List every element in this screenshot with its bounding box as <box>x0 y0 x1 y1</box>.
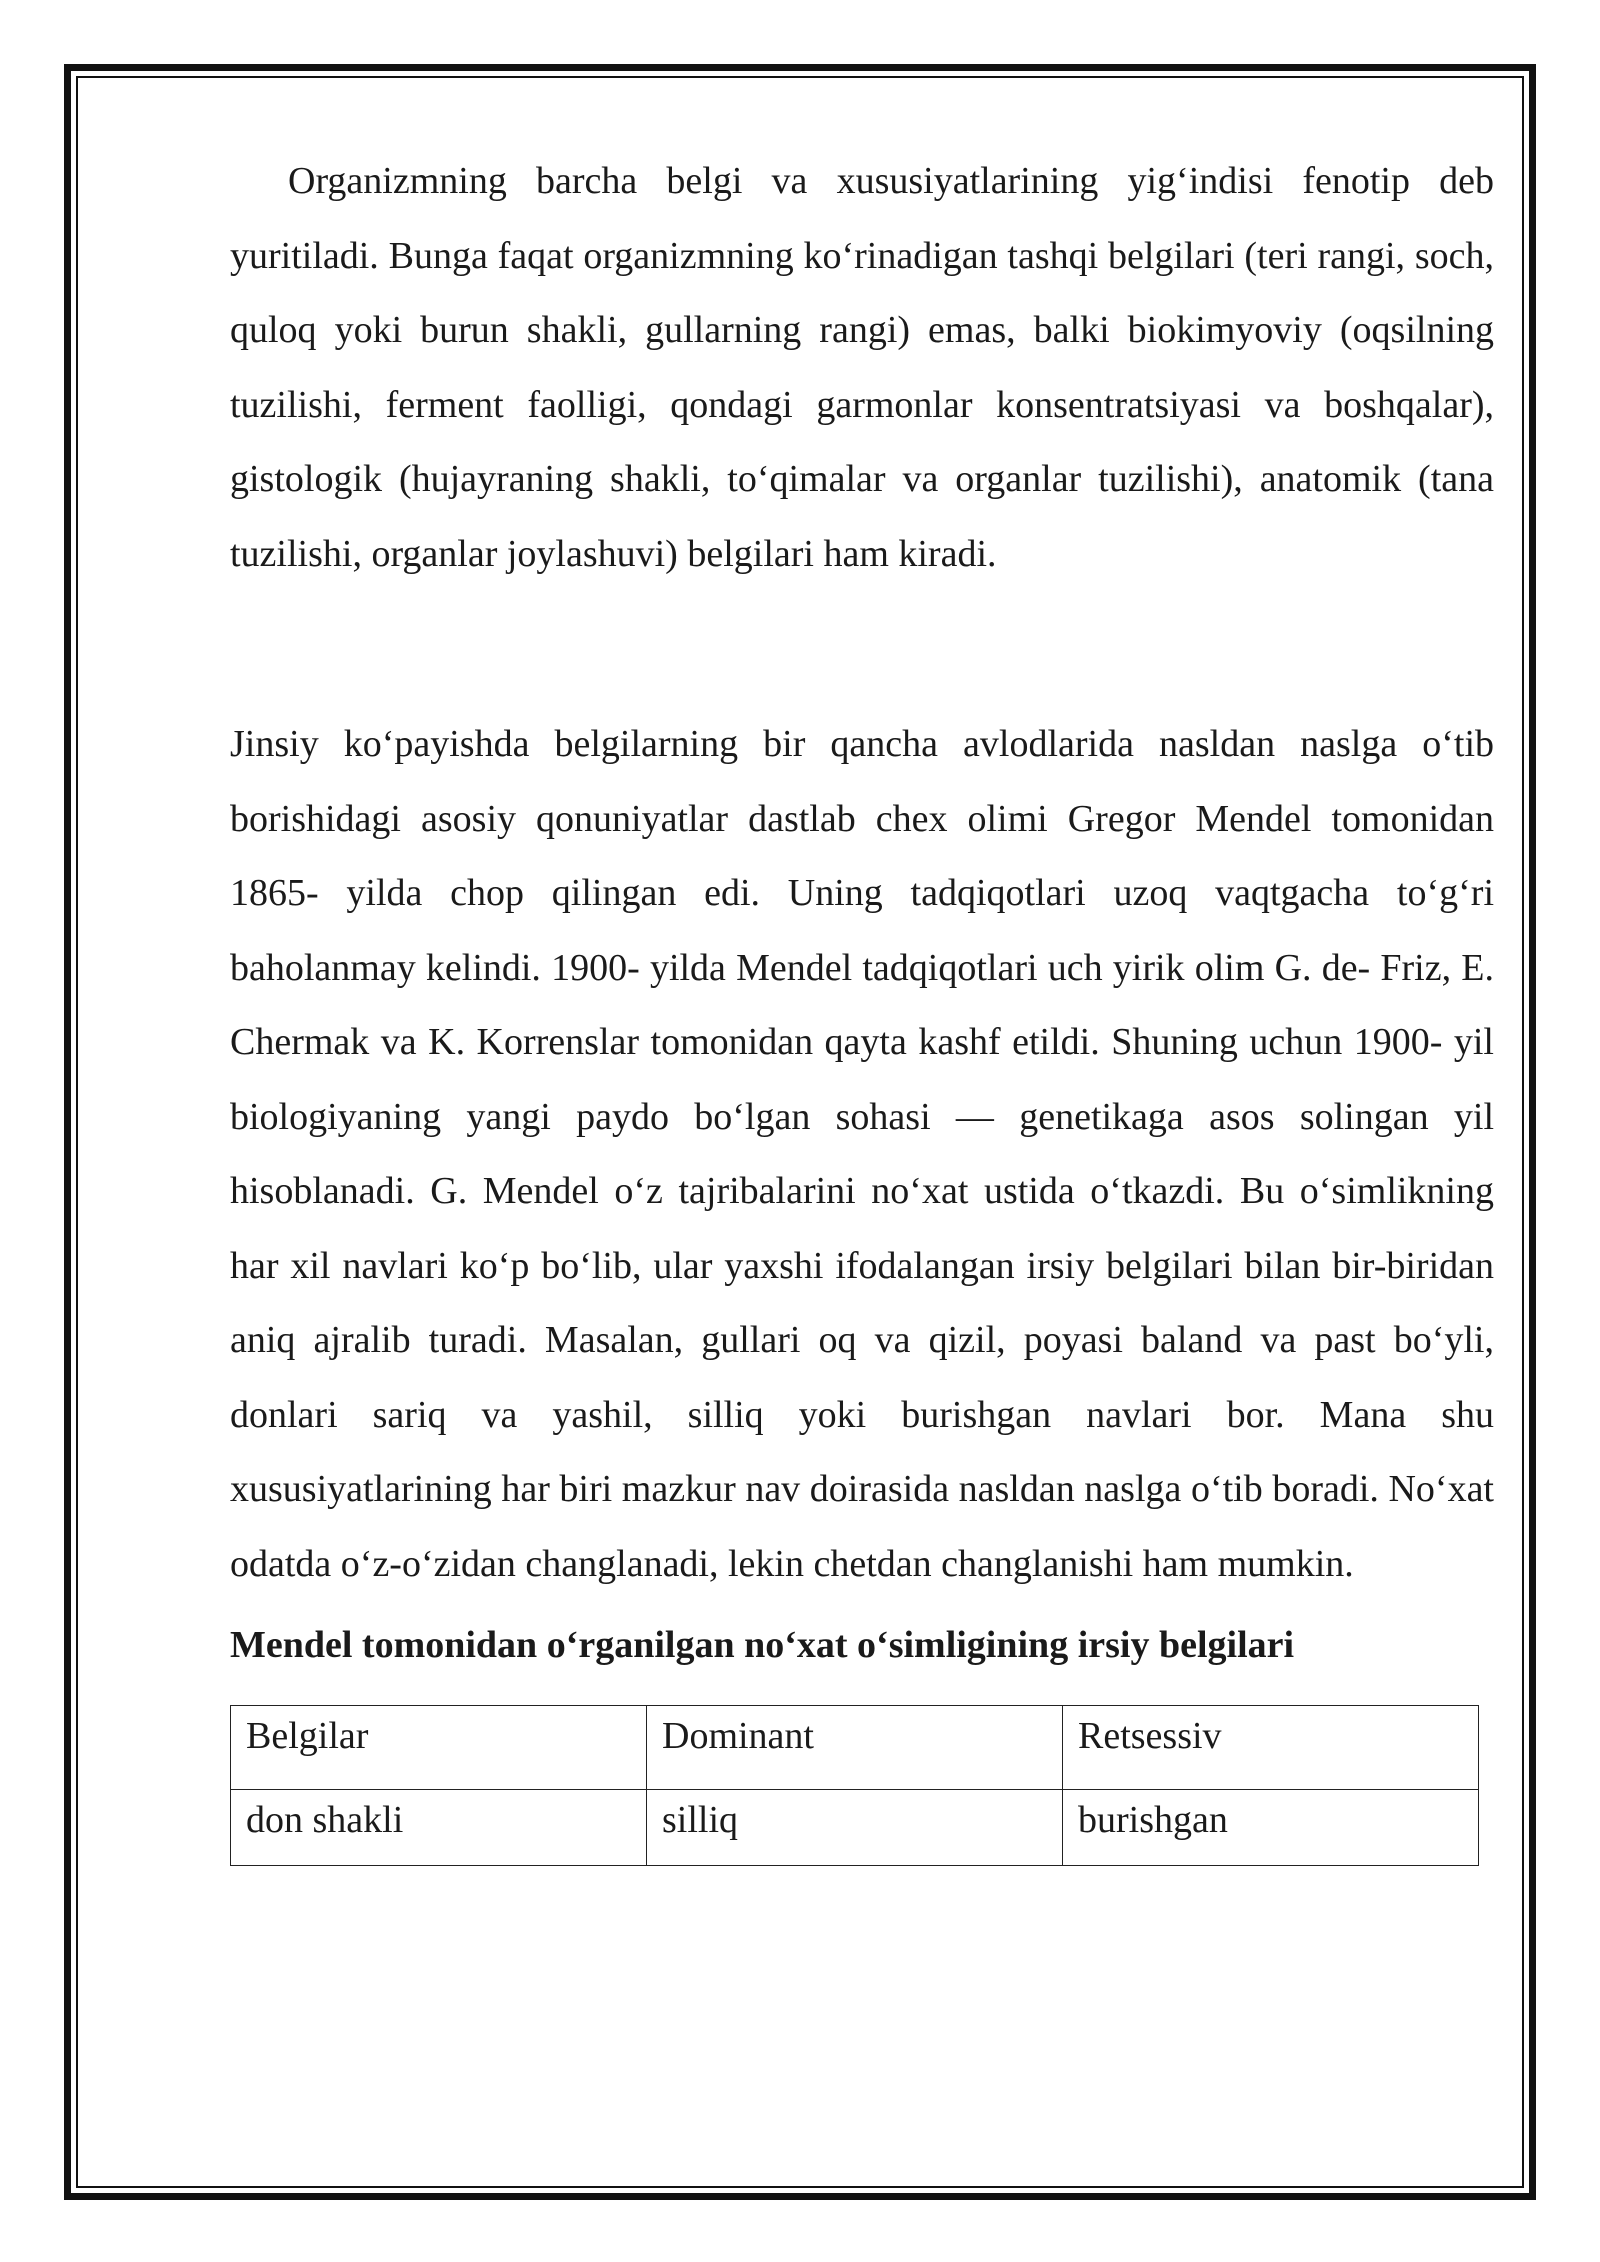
table-cell: burishgan <box>1063 1790 1479 1866</box>
page-content <box>230 144 1494 1866</box>
table-cell: silliq <box>647 1790 1063 1866</box>
paragraph-mendel: Jinsiy ko‘payishda belgilarning bir qancha avlodlarida nasldan naslga o‘tib borishidagi asosiy qonuniyatlar dastlab chex olimi Gregor Mendel tomonidan 1865- yilda chop qilingan edi. Uning tadqiqotlari uzoq vaqtgacha to‘g‘ri baholanmay kelindi. 1900- yilda Mendel tadqiqotlari uch yirik olim G. de- Friz, E. Chermak va K. Korrenslar tomonidan qayta kashf etildi. Shuning uchun 1900- yil biologiyaning yangi paydo bo‘lgan sohasi — genetikaga asos solingan yil hisoblanadi. G. Mendel o‘z tajribalarini no‘xat ustida o‘tkazdi. Bu o‘simlikning har xil navlari ko‘p bo‘lib, ular yaxshi ifodalangan irsiy belgilari bilan bir-biridan aniq ajralib turadi. Masalan, gullari oq va qizil, poyasi baland va past bo‘yli, donlari sariq va yashil, silliq yoki burishgan navlari bor. Mana shu xususiyatlarining har biri mazkur nav doirasida nasldan naslga o‘tib boradi. No‘xat odatda o‘z-o‘zidan changlanadi, lekin chetdan changlanishi ham mumkin. <box>230 723 1494 1585</box>
table-header-cell: Belgilar <box>231 1706 647 1790</box>
table-cell: don shakli <box>231 1790 647 1866</box>
table-title: Mendel tomonidan o‘rganilgan no‘xat o‘simligining irsiy belgilari <box>230 1624 1295 1666</box>
paragraph-phenotype: Organizmning barcha belgi va xususiyatlarining yig‘indisi fenotip deb yuritiladi. Bunga faqat organizmning ko‘rinadigan tashqi belgilari (teri rangi, soch, quloq yoki burun shakli, gullarning rangi) emas, balki biokimyoviy (oqsilning tuzilishi, ferment faolligi, qondagi garmonlar konsentratsiyasi va boshqalar), gistologik (hujayraning shakli, to‘qimalar va organlar tuzilishi), anatomik (tana tuzilishi, organlar joylashuvi) belgilari ham kiradi. <box>230 160 1494 575</box>
table-header-cell: Retsessiv <box>1063 1706 1479 1790</box>
table-row <box>231 1790 1479 1866</box>
traits-table <box>230 1705 1479 1866</box>
table-header-cell: Dominant <box>647 1706 1063 1790</box>
table-header-row <box>231 1706 1479 1790</box>
